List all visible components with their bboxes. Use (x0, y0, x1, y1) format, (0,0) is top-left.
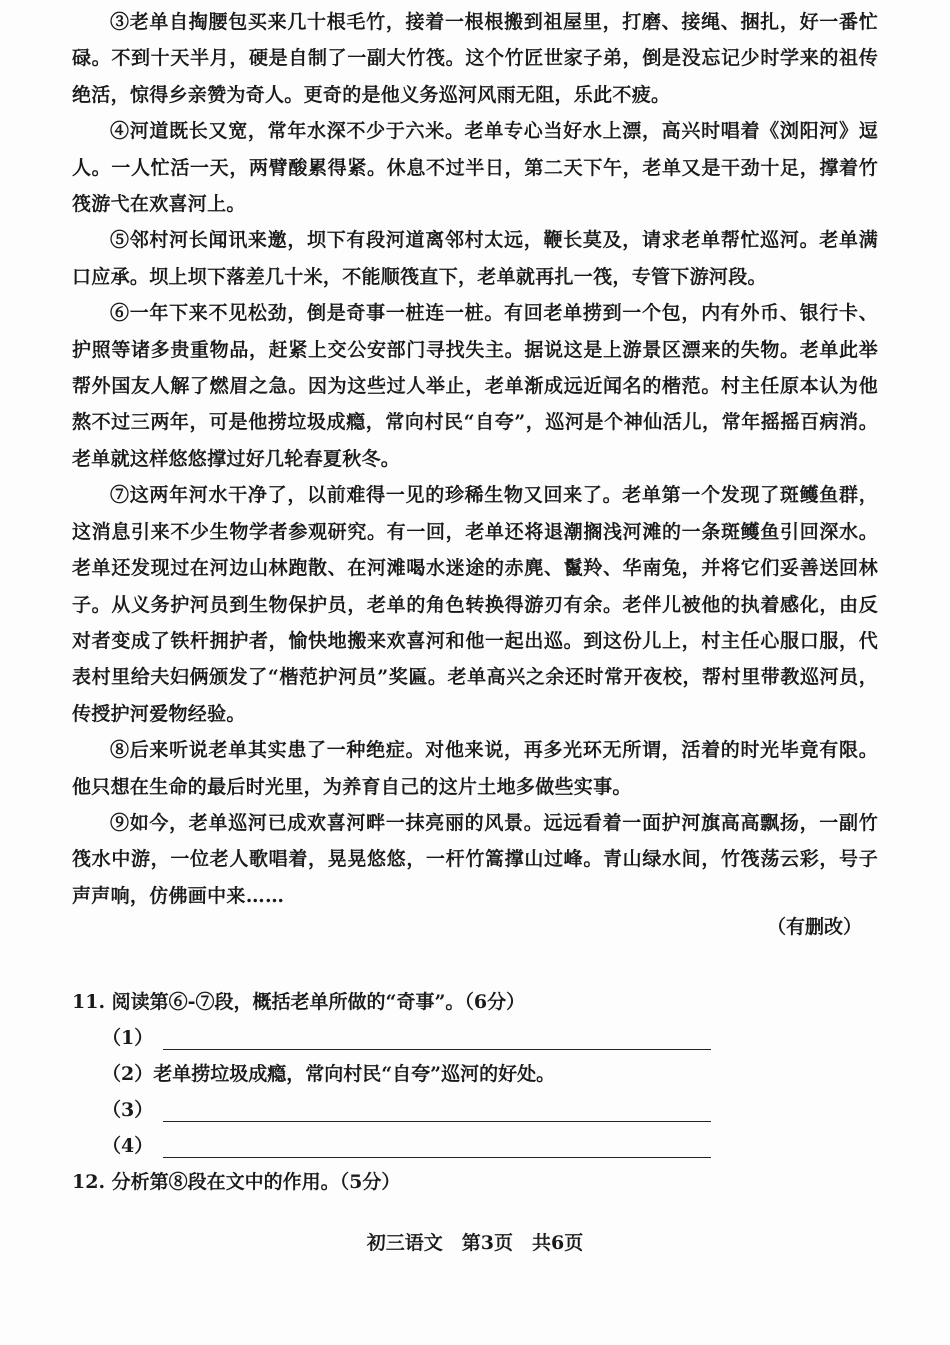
answer-number: （3） (102, 1099, 154, 1121)
answer-number: （1） (102, 1027, 154, 1049)
question-11-prompt: 11. 阅读第⑥-⑦段，概括老单所做的“奇事”。（6分） (72, 991, 526, 1013)
answer-line-1 (72, 1020, 878, 1056)
paragraph-8: ⑧后来听说老单其实患了一种绝症。对他来说，再多光环无所谓，活着的时光毕竟有限。他只想在生命的最后时光里，为养育自己的这片土地多做些实事。 (72, 739, 878, 798)
question-12-prompt: 12. 分析第⑧段在文中的作用。（5分） (72, 1171, 401, 1193)
answer-line-3 (72, 1092, 878, 1128)
answer-number: （2） (102, 1063, 154, 1085)
questions-section (72, 984, 878, 1200)
page-footer: 初三语文 第3页 共6页 (366, 1232, 584, 1254)
answer-blank[interactable] (163, 1027, 711, 1050)
answer-text: 老单捞垃圾成瘾，常向村民“自夸”巡河的好处。 (153, 1063, 556, 1085)
paragraph-9: ⑨如今，老单巡河已成欢喜河畔一抹亮丽的风景。远远看着一面护河旗高高飘扬，一副竹筏水中游，一位老人歌唱着，晃晃悠悠，一杆竹篙撑山过峰。青山绿水间，竹筏荡云彩，号子声声响，仿佛画中来…… (72, 811, 878, 907)
source-note: （有删改） (766, 916, 862, 938)
answer-blank[interactable] (163, 1135, 711, 1158)
paragraph-5: ⑤邻村河长闻讯来邀，坝下有段河道离邻村太远，鞭长莫及，请求老单帮忙巡河。老单满口应承。坝上坝下落差几十米，不能顺筏直下，老单就再扎一筏，专管下游河段。 (72, 229, 878, 288)
answer-number: （4） (102, 1135, 154, 1157)
paragraph-3: ③老单自掏腰包买来几十根毛竹，接着一根根搬到祖屋里，打磨、接绳、捆扎，好一番忙碌。不到十天半月，硬是自制了一副大竹筏。这个竹匠世家子弟，倒是没忘记少时学来的祖传绝活，惊得乡亲赞为奇人。更奇的是他义务巡河风雨无阻，乐此不疲。 (72, 11, 878, 106)
answer-line-4 (72, 1128, 878, 1164)
answer-line-2 (72, 1056, 878, 1092)
paragraph-4: ④河道既长又宽，常年水深不少于六米。老单专心当好水上漂，高兴时唱着《浏阳河》逗人。一人忙活一天，两臂酸累得紧。休息不过半日，第二天下午，老单又是干劲十足，撑着竹筏游弋在欢喜河上。 (72, 120, 878, 216)
paragraph-6: ⑥一年下来不见松劲，倒是奇事一桩连一桩。有回老单捞到一个包，内有外币、银行卡、护照等诸多贵重物品，赶紧上交公安部门寻找失主。据说这是上游景区漂来的失物。老单此举帮外国友人解了燃眉之急。因为这些过人举止，老单渐成远近闻名的楷范。村主任原本认为他熬不过三两年，可是他捞垃圾成瘾，常向村民“自夸”，巡河是个神仙活儿，常年摇摇百病消。老单就这样悠悠撑过好几轮春夏秋冬。 (72, 302, 878, 470)
answer-blank[interactable] (163, 1099, 711, 1122)
paragraph-7: ⑦这两年河水干净了，以前难得一见的珍稀生物又回来了。老单第一个发现了斑鳠鱼群，这消息引来不少生物学者参观研究。有一回，老单还将退潮搁浅河滩的一条斑鳠鱼引回深水。老单还发现过在河边山林跑散、在河滩喝水迷途的赤麂、鬣羚、华南兔，并将它们妥善送回林子。从义务护河员到生物保护员，老单的角色转换得游刃有余。老伴儿被他的执着感化，由反对者变成了铁杆拥护者，愉快地搬来欢喜河和他一起出巡。到这份儿上，村主任心服口服，代表村里给夫妇俩颁发了“楷范护河员”奖匾。老单高兴之余还时常开夜校，帮村里带教巡河员，传授护河爱物经验。 (72, 484, 878, 725)
reading-passage (72, 4, 878, 914)
